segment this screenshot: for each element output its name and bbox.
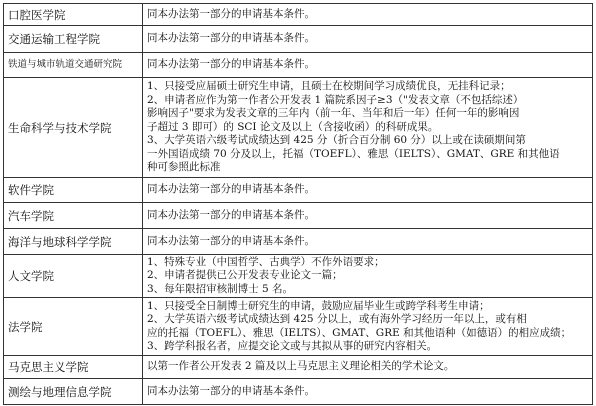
requirement-text: 同本办法第一部分的申请基本条件。 xyxy=(143,53,593,78)
school-name: 海洋与地球科学学院 xyxy=(4,229,143,255)
requirement-text: 同本办法第一部分的申请基本条件。 xyxy=(143,26,593,53)
table-row xyxy=(4,53,593,78)
table-row xyxy=(4,255,593,298)
school-name: 测绘与地理信息学院 xyxy=(4,379,143,405)
school-name: 生命科学与技术学院 xyxy=(4,78,143,178)
requirements-table xyxy=(3,3,593,405)
school-name: 人文学院 xyxy=(4,255,143,298)
requirement-text: 以第一作者公开发表 2 篇及以上马克思主义理论相关的学术论文。 xyxy=(143,356,593,379)
table-row xyxy=(4,178,593,203)
school-name: 法学院 xyxy=(4,298,143,356)
requirement-text: 同本办法第一部分的申请基本条件。 xyxy=(143,379,593,405)
requirement-text: 同本办法第一部分的申请基本条件。 xyxy=(143,4,593,26)
table-row xyxy=(4,203,593,229)
school-name: 汽车学院 xyxy=(4,203,143,229)
table-row xyxy=(4,229,593,255)
school-name: 交通运输工程学院 xyxy=(4,26,143,53)
requirement-text: 1、只接受全日制博士研究生的申请，鼓励应届毕业生或跨学科考生申请； 2、大学英语六级考试成绩达到 425 分以上，或有海外学习经历一年以上，或有相 应的托福（TOEFL）、雅思（IELTS）、GMAT、GRE 和其他语种（如德语）的相应成绩； 3、跨学科报名者，应提交论文或与其拟从事的研究内容相关。 xyxy=(143,298,593,356)
requirement-text: 同本办法第一部分的申请基本条件。 xyxy=(143,203,593,229)
table-row xyxy=(4,4,593,26)
school-name: 马克思主义学院 xyxy=(4,356,143,379)
school-name: 软件学院 xyxy=(4,178,143,203)
requirement-text: 1、特殊专业（中国哲学、古典学）不作外语要求； 2、申请者提供已公开发表专业论文一篇； 3、每年限招审核制博士 5 名。 xyxy=(143,255,593,298)
table-row xyxy=(4,298,593,356)
school-name: 铁道与城市轨道交通研究院 xyxy=(4,53,143,78)
table-row xyxy=(4,379,593,405)
requirement-text: 同本办法第一部分的申请基本条件。 xyxy=(143,178,593,203)
table-row xyxy=(4,78,593,178)
requirement-text: 1、只接受应届硕士研究生申请，且硕士在校期间学习成绩优良，无挂科记录； 2、申请者应作为第一作者公开发表 1 篇院系因子≥3（"发表文章（不包括综述） 影响因子"要求为发表文章的三年内（前一年、当年和后一年）任何一年的影响因 子超过 3 即可）的 SCI 论文及以上（含接收函）的科研成果。 3、大学英语六级考试成绩达到 425 分（折合百分制 60 分）以上或在读硕期间第 一外国语成绩 70 分及以上，托福（TOEFL）、雅思（IELTS）、GMAT、GRE 和其他语 种可参照此标准 xyxy=(143,78,593,178)
school-name: 口腔医学院 xyxy=(4,4,143,26)
requirement-text: 同本办法第一部分的申请基本条件。 xyxy=(143,229,593,255)
table-row xyxy=(4,356,593,379)
table-row xyxy=(4,26,593,53)
